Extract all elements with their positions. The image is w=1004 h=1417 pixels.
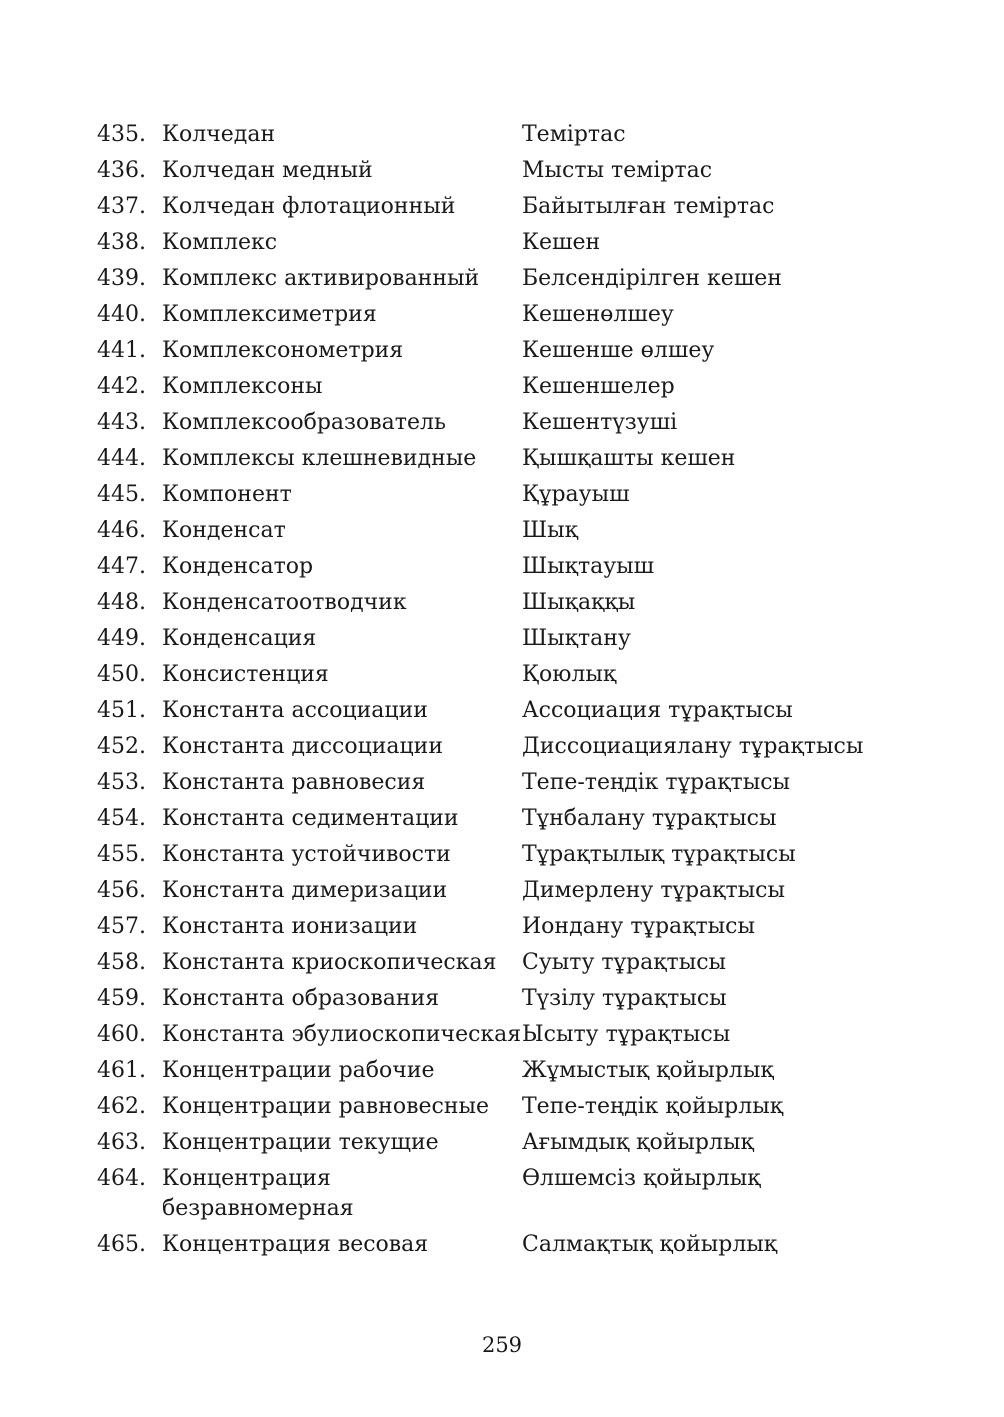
glossary-entry: [97, 264, 917, 294]
glossary-entry: [97, 408, 917, 438]
glossary-entry: [97, 480, 917, 510]
russian-term: Константа эбулиоскопическая: [162, 1022, 522, 1047]
entry-number: 440.: [97, 302, 146, 327]
entry-number: 445.: [97, 482, 146, 507]
russian-term: Комплексонометрия: [162, 338, 404, 363]
russian-term: Комплекс активированный: [162, 266, 480, 291]
russian-term: Константа седиментации: [162, 806, 459, 831]
glossary-entry: [97, 1020, 917, 1050]
kazakh-term: Ассоциация тұрақтысы: [522, 698, 793, 723]
glossary-entry: [97, 624, 917, 654]
page-number: 259: [481, 1333, 523, 1357]
glossary-entry: [97, 1164, 917, 1224]
entry-number: 439.: [97, 266, 146, 291]
russian-term: Комплексиметрия: [162, 302, 377, 327]
kazakh-term: Тепе-теңдік қойырлық: [522, 1094, 784, 1119]
entry-number: 449.: [97, 626, 146, 651]
kazakh-term: Шық: [522, 518, 578, 543]
russian-term: Концентрация безравномерная: [162, 1166, 354, 1221]
entry-number: 446.: [97, 518, 146, 543]
glossary-entry: [97, 1092, 917, 1122]
glossary-entry: [97, 768, 917, 798]
glossary-entry: [97, 120, 917, 150]
glossary-entry: [97, 660, 917, 690]
russian-term: Комплексы клешневидные: [162, 446, 477, 471]
entry-number: 456.: [97, 878, 146, 903]
kazakh-term: Тұрақтылық тұрақтысы: [522, 842, 796, 867]
kazakh-term: Түзілу тұрақтысы: [522, 986, 727, 1011]
entry-number: 435.: [97, 122, 146, 147]
russian-term: Конденсатоотводчик: [162, 590, 407, 615]
glossary-entry: [97, 984, 917, 1014]
glossary-entry: [97, 516, 917, 546]
kazakh-term: Шықаққы: [522, 590, 636, 615]
kazakh-term: Өлшемсіз қойырлық: [522, 1166, 761, 1191]
entry-number: 457.: [97, 914, 146, 939]
russian-term: Константа равновесия: [162, 770, 426, 795]
kazakh-term: Суыту тұрақтысы: [522, 950, 727, 975]
entry-number: 448.: [97, 590, 146, 615]
glossary-entry: [97, 1230, 917, 1260]
entry-number: 461.: [97, 1058, 146, 1083]
russian-term: Константа ассоциации: [162, 698, 428, 723]
entry-number: 450.: [97, 662, 146, 687]
russian-term: Комплексообразователь: [162, 410, 446, 435]
entry-number: 444.: [97, 446, 146, 471]
entry-number: 458.: [97, 950, 146, 975]
entry-number: 464.: [97, 1166, 146, 1191]
glossary-entry: [97, 156, 917, 186]
russian-term: Конденсат: [162, 518, 286, 543]
russian-term: Комплекс: [162, 230, 278, 255]
kazakh-term: Мысты теміртас: [522, 158, 713, 183]
kazakh-term: Иондану тұрақтысы: [522, 914, 755, 939]
russian-term: Концентрации равновесные: [162, 1094, 490, 1119]
russian-term: Константа диссоциации: [162, 734, 443, 759]
russian-term: Константа димеризации: [162, 878, 448, 903]
russian-term: Конденсация: [162, 626, 317, 651]
russian-term: Колчедан: [162, 122, 276, 147]
glossary-entry: [97, 948, 917, 978]
kazakh-term: Кешен: [522, 230, 601, 255]
kazakh-term: Тұнбалану тұрақтысы: [522, 806, 777, 831]
russian-term: Константа ионизации: [162, 914, 418, 939]
glossary-entry: [97, 696, 917, 726]
russian-term: Константа образования: [162, 986, 440, 1011]
russian-term: Концентрации текущие: [162, 1130, 439, 1155]
russian-term: Конденсатор: [162, 554, 314, 579]
glossary-entry: [97, 228, 917, 258]
kazakh-term: Ағымдық қойырлық: [522, 1130, 754, 1155]
kazakh-term: Шықтану: [522, 626, 631, 651]
kazakh-term: Салмақтық қойырлық: [522, 1232, 778, 1257]
entry-number: 442.: [97, 374, 146, 399]
kazakh-term: Шықтауыш: [522, 554, 655, 579]
glossary-entry: [97, 444, 917, 474]
russian-term: Колчедан медный: [162, 158, 373, 183]
russian-term: Комплексоны: [162, 374, 323, 399]
glossary-entry: [97, 588, 917, 618]
glossary-entry: [97, 1056, 917, 1086]
kazakh-term: Байытылған теміртас: [522, 194, 775, 219]
entry-number: 441.: [97, 338, 146, 363]
kazakh-term: Кешенөлшеу: [522, 302, 674, 327]
kazakh-term: Диссоциациялану тұрақтысы: [522, 734, 864, 759]
kazakh-term: Қоюлық: [522, 662, 617, 687]
kazakh-term: Қышқашты кешен: [522, 446, 736, 471]
entry-number: 438.: [97, 230, 146, 255]
kazakh-term: Жұмыстық қойырлық: [522, 1058, 774, 1083]
glossary-entry: [97, 336, 917, 366]
entry-number: 460.: [97, 1022, 146, 1047]
entry-number: 447.: [97, 554, 146, 579]
entry-number: 443.: [97, 410, 146, 435]
entry-number: 436.: [97, 158, 146, 183]
glossary-entry: [97, 372, 917, 402]
kazakh-term: Кешеншелер: [522, 374, 675, 399]
entry-number: 437.: [97, 194, 146, 219]
kazakh-term: Кешенше өлшеу: [522, 338, 715, 363]
glossary-entry: [97, 804, 917, 834]
entry-number: 451.: [97, 698, 146, 723]
glossary-entry: [97, 876, 917, 906]
kazakh-term: Кешентүзуші: [522, 410, 678, 435]
russian-term: Константа устойчивости: [162, 842, 451, 867]
glossary-entry: [97, 552, 917, 582]
glossary-entry: [97, 192, 917, 222]
glossary-entry: [97, 840, 917, 870]
entry-number: 465.: [97, 1232, 146, 1257]
entry-number: 455.: [97, 842, 146, 867]
entry-number: 459.: [97, 986, 146, 1011]
entry-number: 454.: [97, 806, 146, 831]
russian-term: Концентрация весовая: [162, 1232, 429, 1257]
glossary-entry: [97, 732, 917, 762]
entry-number: 453.: [97, 770, 146, 795]
russian-term: Компонент: [162, 482, 292, 507]
glossary-entry: [97, 1128, 917, 1158]
russian-term: Концентрации рабочие: [162, 1058, 435, 1083]
glossary-list: [97, 120, 917, 1266]
entry-number: 452.: [97, 734, 146, 759]
glossary-entry: [97, 912, 917, 942]
russian-term: Колчедан флотационный: [162, 194, 456, 219]
glossary-entry: [97, 300, 917, 330]
kazakh-term: Ысыту тұрақтысы: [522, 1022, 731, 1047]
russian-term: Консистенция: [162, 662, 329, 687]
kazakh-term: Димерлену тұрақтысы: [522, 878, 786, 903]
entry-number: 463.: [97, 1130, 146, 1155]
kazakh-term: Тепе-теңдік тұрақтысы: [522, 770, 791, 795]
kazakh-term: Белсендірілген кешен: [522, 266, 782, 291]
entry-number: 462.: [97, 1094, 146, 1119]
kazakh-term: Теміртас: [522, 122, 626, 147]
kazakh-term: Құрауыш: [522, 482, 630, 507]
russian-term: Константа криоскопическая: [162, 950, 497, 975]
